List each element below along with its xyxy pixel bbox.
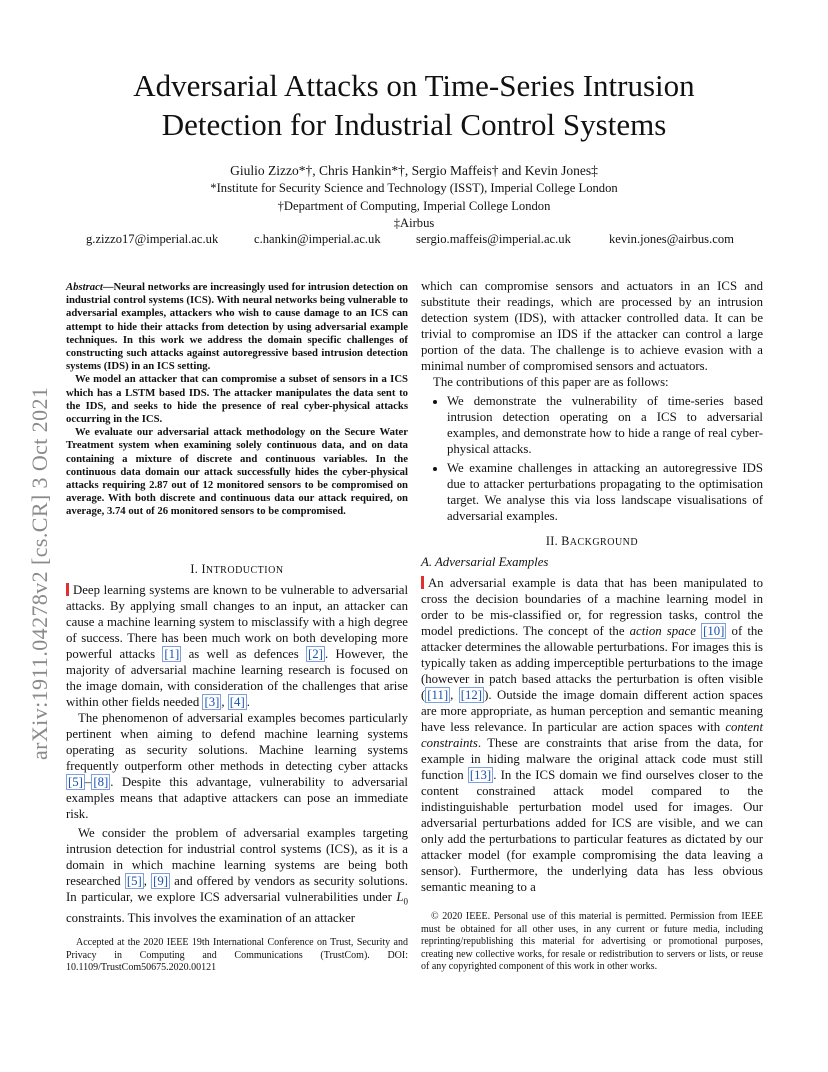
abstract xyxy=(66,281,408,519)
citation-link[interactable]: [2] xyxy=(308,647,323,661)
abstract-p2: We model an attacker that can compromise a subset of sensors in a ICS which has a LSTM based IDS. The attacker manipulates the data sent to the IDS, and seeks to hide the presence of real cyber-physical attacks occurring in the ICS. xyxy=(66,373,408,426)
intro-paragraph-1: Deep learning systems are known to be vulnerable to adversarial attacks. By applying small changes to an input, an attacker can cause a machine learning system to misclassify with a high degree of success. There has been much work on both developing more powerful attacks [1] as well as defences [2] . However, the majority of adversarial machine learning research is focused on the image domain, with consideration of the challenges that arise within other fields needed [3] , [4] . xyxy=(66,583,408,709)
section-heading-background: II. BACKGROUND xyxy=(545,534,639,548)
contributions-intro: The contributions of this paper are as follows: xyxy=(433,375,669,389)
email-jones: kevin.jones@airbus.com xyxy=(609,232,734,246)
citation-link[interactable]: [4] xyxy=(229,695,245,709)
introduction-body xyxy=(66,582,408,926)
contribution-item: • We examine challenges in attacking an autoregressive IDS due to attacker perturbations propagating to the optimisation target. We analyse this via loss landscape visualisations of adversarial examples. xyxy=(447,460,763,524)
citation-link[interactable]: [12] xyxy=(460,688,483,702)
section-heading-introduction: I. INTRODUCTION xyxy=(190,562,284,576)
paper-title xyxy=(0,66,828,144)
adversarial-paragraph: An adversarial example is data that has been manipulated to cross the decision boundaries of a machine learning model in order to be mis-classified or, for regression tasks, control the model predictions. The concept of the action space [10] of the attacker determines the allowable perturbations. For images this is typically taken as adding imperceptible perturbations to the image (however in patch based attacks the perturbation is often visible ( [11] , [12] ). Outside the image domain different action spaces are more appropriate, as human perception and semantic meaning have less relevance. In particular are action spaces with content constraints. These are constraints that arise from the data, for example in hiding malware the original attack code must still function [13] . In the ICS domain we find ourselves closer to the content constrained attack model compared to the indistinguishable perturbation model used for images. Our adversarial perturbations added for ICS are visible, and we can only add the perturbations to particular features as dictated by our attacker model (for example compromising the data leaving a sensor). Furthermore, the underlying data has less obvious semantic meaning to a xyxy=(421,576,764,894)
citation-link[interactable]: [8] xyxy=(93,775,109,789)
right-paragraph-continued: which can compromise sensors and actuators in an ICS and substitute their readings, which are processed by an intrusion detection system (IDS), with attacker controlled data. It can be trivial to compromise an IDS if the attacker can control a large portion of the data. The challenge is to achieve evasion with a minimal number of compromised sensors and actuators. xyxy=(421,279,763,373)
right-column-body xyxy=(421,278,763,524)
citation-link[interactable]: [5] xyxy=(126,874,142,888)
footnote-acceptance: Accepted at the 2020 IEEE 19th International Conference on Trust, Security and Privacy in Computing and Communications (TrustCom). DOI: 10.1109/TrustCom50675.2020.00121 xyxy=(66,937,408,974)
abstract-p3: We evaluate our adversarial attack methodology on the Secure Water Treatment system when examining solely continuous data, and on data containing a mixture of discrete and continuous variables. In the continuous data domain our attack successfully hides the cyber-physical attacks requiring 2.87 out of 12 monitored sensors to be compromised on average. With both discrete and continuous data our attack required, on average, 3.74 out of 26 monitored sensors to be compromised. xyxy=(66,426,408,518)
affiliation-1: *Institute for Security Science and Technology (ISST), Imperial College London xyxy=(210,181,618,195)
affiliation-3: ‡Airbus xyxy=(393,216,435,230)
citation-link[interactable]: [3] xyxy=(204,695,220,709)
citation-link[interactable]: [13] xyxy=(469,768,492,782)
intro-paragraph-3: We consider the problem of adversarial examples targeting intrusion detection for industrial control systems (ICS), as it is a domain in which machine learning systems are being both researched [5] , [9] and offered by vendors as security solutions. In particular, we explore ICS adversarial vulnerabilities under $L_0$ constraints. This involves the examination of an attacker xyxy=(66,826,408,925)
title-line-2: Detection for Industrial Control Systems xyxy=(161,107,667,142)
adversarial-examples-body xyxy=(421,575,763,895)
email-hankin: c.hankin@imperial.ac.uk xyxy=(254,232,381,246)
contributions-list xyxy=(421,393,763,524)
abstract-p1: Abstract—Neural networks are increasingly used for intrusion detection on industrial control systems (ICS). With neural networks being vulnerable to adversarial examples, attackers who wish to cause damage to an ICS can attempt to hide their attacks from detection by using adversarial example techniques. In this work we address the domain specific challenges of constructing such attacks against autoregressive based intrusion detection systems (IDS) in an ICS setting. xyxy=(66,281,408,373)
footnote-copyright: © 2020 IEEE. Personal use of this material is permitted. Permission from IEEE must be obtained for all other uses, in any current or future media, including reprinting/republishing this material for advertising or promotional purposes, creating new collective works, for resale or redistribution to servers or lists, or reuse of any copyrighted component of this work in other works. xyxy=(421,911,763,973)
arxiv-stamp: arXiv:1911.04278v2 [cs.CR] 3 Oct 2021 xyxy=(27,386,52,760)
citation-link[interactable]: [9] xyxy=(153,874,168,888)
email-maffeis: sergio.maffeis@imperial.ac.uk xyxy=(416,232,571,246)
highlight-marker xyxy=(66,583,69,596)
contribution-item: • We demonstrate the vulnerability of time-series based intrusion detection operating on a ICS to adversarial examples, and demonstrate how to hide a range of real cyber-physical attacks. xyxy=(447,393,763,457)
affiliation-2: †Department of Computing, Imperial College London xyxy=(277,199,551,213)
intro-paragraph-2: The phenomenon of adversarial examples becomes particularly pertinent when aiming to defend machine learning systems operating as security solutions. Machine learning systems frequently outperform other methods in detecting cyber attacks [5] – [8] . Despite this advantage, vulnerability to adversarial examples means that adaptive attackers can pose an immediate risk. xyxy=(66,711,408,821)
citation-link[interactable]: [5] xyxy=(68,775,83,789)
subsection-heading-adversarial-examples: A. Adversarial Examples xyxy=(421,555,549,569)
citation-link[interactable]: [10] xyxy=(703,624,725,638)
citation-link[interactable]: [1] xyxy=(164,647,180,661)
citation-link[interactable]: [11] xyxy=(427,688,449,702)
email-zizzo: g.zizzo17@imperial.ac.uk xyxy=(86,232,219,246)
abstract-label: Abstract xyxy=(66,281,103,293)
author-list: Giulio Zizzo*†, Chris Hankin*†, Sergio Maffeis† and Kevin Jones‡ xyxy=(230,163,598,178)
highlight-marker xyxy=(421,576,424,589)
title-line-1: Adversarial Attacks on Time-Series Intrusion xyxy=(133,68,695,103)
